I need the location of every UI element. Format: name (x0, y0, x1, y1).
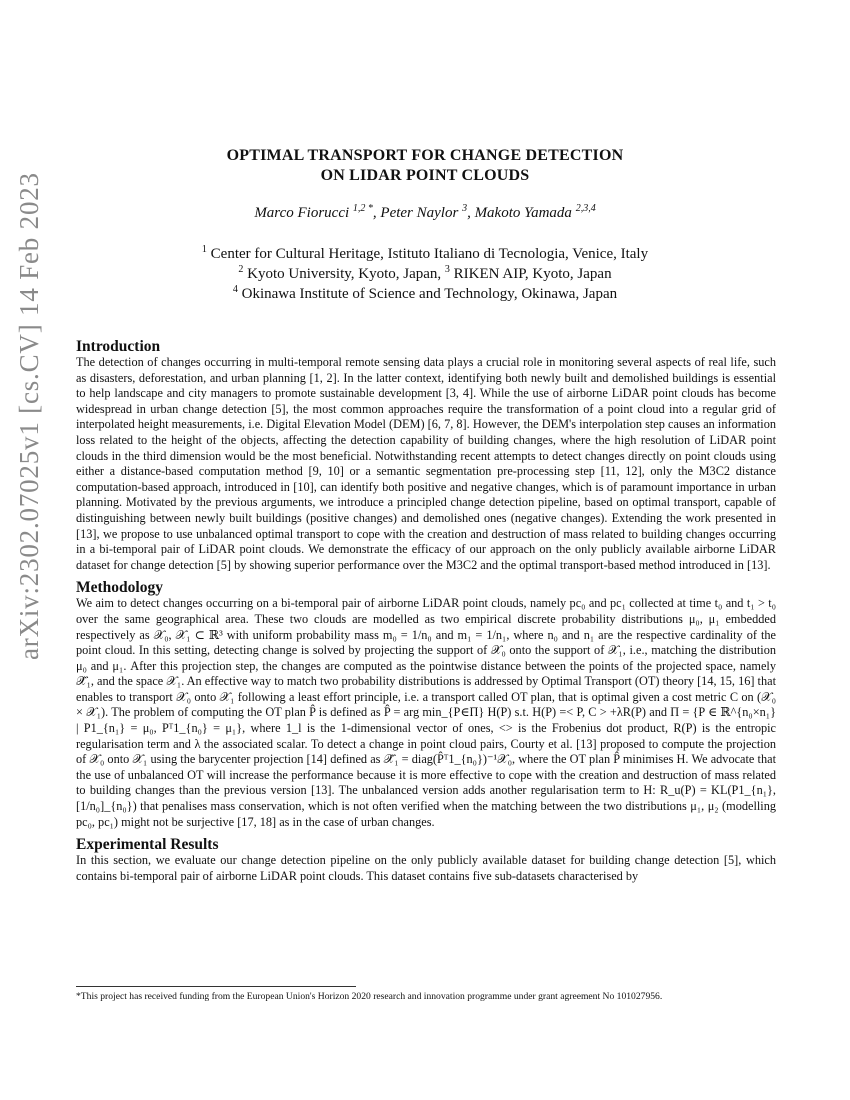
author-affiliation-mark: 2,3,4 (575, 203, 596, 214)
section-introduction (76, 338, 776, 573)
section-heading: Experimental Results (76, 836, 219, 854)
section-heading: Methodology (76, 579, 163, 597)
section-heading: Introduction (76, 338, 161, 355)
author-affiliation-mark: 1,2 * (352, 203, 373, 214)
footnote-divider (76, 986, 356, 987)
affiliation-mark: 1 (201, 244, 207, 255)
author-name: Marco Fiorucci (254, 205, 350, 221)
author-name: Peter Naylor (380, 205, 459, 221)
section-paragraph: In this section, we evaluate our change detection pipeline on the only publicly available dataset for building change detection [5], which contains bi-temporal pair of airborne LiDAR point clouds. This dataset contains five sub-datasets characterised by (76, 853, 776, 883)
author-name: Makoto Yamada (474, 205, 572, 221)
title-line-1: OPTIMAL TRANSPORT FOR CHANGE DETECTION (226, 147, 624, 164)
affiliation-mark: 4 (232, 284, 238, 295)
section-methodology (76, 579, 776, 830)
affiliation-line (75, 284, 775, 304)
affiliation-text: Center for Cultural Heritage, Istituto Italiano di Tecnologia, Venice, Italy (210, 246, 649, 262)
author-list: Marco Fiorucci $^{1,2 *}$, Peter Naylor $^3$, Makoto Yamada $^{2,3,4}$ (254, 203, 596, 221)
paper-title (75, 146, 775, 186)
section-experimental-results (76, 836, 776, 884)
section-paragraph: We aim to detect changes occurring on a bi-temporal pair of airborne LiDAR point clouds, namely pc₀ and pc₁ collected at time t₀ and t₁ > t₀ over the same geographical area. These two clouds are modelled as two empirical discrete probability distributions μ₀, μ₁ embedded respectively as 𝒳₀, 𝒳₁ ⊂ ℝ³ with uniform probability mass m₀ = 1/n₀ and m₁ = 1/n₁, where n₀ and n₁ are the respective cardinality of the point cloud. In this setting, detecting change is solved by projecting the support of 𝒳₀ onto the support of 𝒳₁, i.e., matching the distribution μ₀ and μ₁. After this projection step, the changes are computed as the pointwise distance between the points of the projected space, namely 𝒳̂₁, and the space 𝒳₁. An effective way to match two probability distributions is addressed by Optimal Transport (OT) theory [14, 15, 16] that enables to transport 𝒳₀ onto 𝒳₁ following a least effort principle, i.e. a transport called OT plan, that is optimal given a cost metric C on (𝒳₀ × 𝒳₁). The problem of computing the OT plan P̂ is defined as P̂ = arg min_{P∈Π} H(P) s.t. H(P) =< P, C > +λR(P) and Π = {P ∈ ℝ^{n₀×n₁} | P1_{n₁} = μ₀, Pᵀ1_{n₀} = μ₁}, where 1_l is the 1-dimensional vector of ones, <> is the Frobenius dot product, R(P) is the entropic regularisation term and λ the associated scalar. To detect a change in point cloud pairs, Courty et al. [13] proposed to compute the projection of 𝒳₀ onto 𝒳₁ using the barycenter projection [14] defined as 𝒳̂₁ = diag(P̂ᵀ1_{n₀})⁻¹𝒳₀, where the OT plan P̂ minimises H. We advocate that the use of unbalanced OT will increase the performance because it is more effective to cope with the creation and destruction of mass related to building changes than the previous version [13]. The unbalanced version adds another regularisation term to H: R_u(P) = KL(P1_{n₁}, [1/n₀]_{n₀}) that penalises mass conservation, which is not often verified when the matching between the two distributions μ₁, μ₂ (modelling pc₀, pc₁) might not be surjective [17, 18] as in the case of urban changes. (76, 596, 776, 829)
affiliation-text: RIKEN AIP, Kyoto, Japan (453, 266, 612, 282)
paper-body (76, 338, 776, 890)
arxiv-identifier: arXiv:2302.07025v1 [cs.CV] 14 Feb 2023 (14, 172, 44, 660)
affiliation-text: Kyoto University, Kyoto, Japan, (247, 266, 442, 282)
affiliation-text: Okinawa Institute of Science and Technology, Okinawa, Japan (241, 286, 618, 302)
section-paragraph: The detection of changes occurring in multi-temporal remote sensing data plays a crucial role in monitoring several aspects of real life, such as disasters, deforestation, and urban planning [1, 2]. In the latter context, identifying both newly built and demolished buildings is essential to help landscape and city managers to promote sustainable development [3, 4]. While the use of airborne LiDAR point clouds has become widespread in urban change detection [5], the most common approaches require the transformation of a point cloud into a regular grid of interpolated height measurements, i.e. Digital Elevation Model (DEM) [6, 7, 8]. However, the DEM's interpolation step causes an information loss related to the height of the objects, affecting the detection capability of building changes, where the high resolution of LiDAR point clouds in the third dimension would be the most beneficial. Notwithstanding recent attempts to detect changes directly on point clouds using either a distance-based computation method [9, 10] or a semantic segmentation pre-processing step [11, 12], only the M3C2 distance computation-based approach, introduced in [10], can identify both positive and negative changes, which is of paramount importance in urban planning. Motivated by the previous arguments, we introduce a principled change detection pipeline, based on optimal transport, capable of distinguishing between newly built buildings (positive changes) and demolished ones (negative changes). Extending the work presented in [13], we propose to use unbalanced optimal transport to cope with the creation and destruction of mass related to building changes occurring in a bi-temporal pair of LiDAR point clouds. We demonstrate the efficacy of our approach on the only publicly available airborne LiDAR dataset for change detection [5] by showing superior performance over the M3C2 and the optimal transport-based method introduced in [13]. (76, 355, 776, 572)
author-affiliation-mark: 3 (462, 203, 468, 214)
affiliation-mark: 2 (238, 264, 244, 275)
affiliation-line (75, 264, 775, 284)
footnote: *This project has received funding from the European Union's Horizon 2020 research and innovation programme under grant agreement No 101027956. (76, 991, 663, 1002)
affiliation-line (75, 244, 775, 264)
affiliations (75, 244, 775, 304)
affiliation-mark: 3 (444, 264, 450, 275)
title-line-2: ON LIDAR POINT CLOUDS (320, 167, 530, 184)
